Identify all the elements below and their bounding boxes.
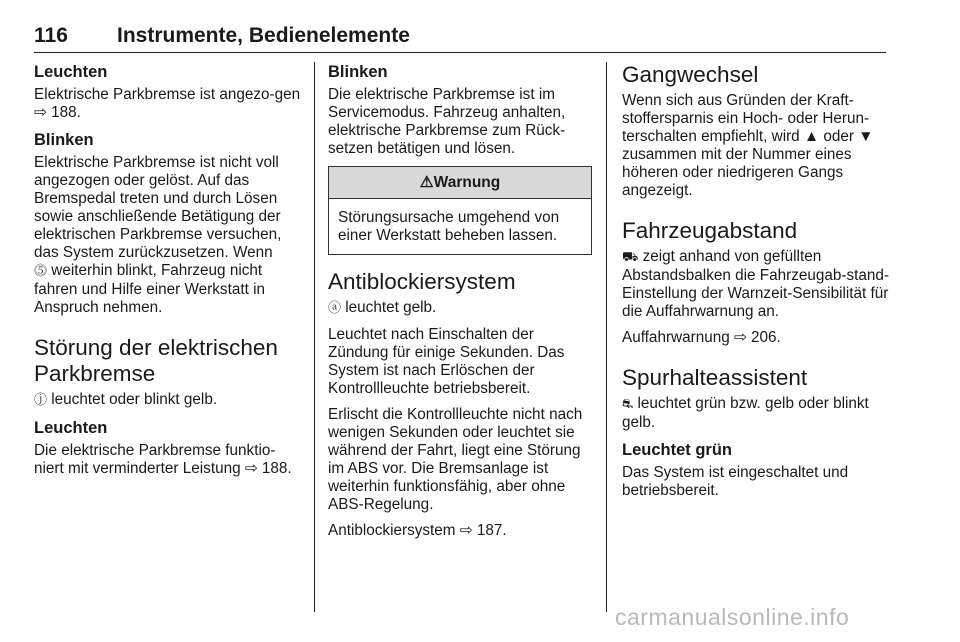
- lane-assist-icon: ⛐: [622, 397, 634, 412]
- page-header: [34, 24, 886, 53]
- paragraph-leuchtet-gruen: Das System ist eingeschaltet und betriebsbereit.: [622, 464, 849, 499]
- column-middle: [328, 62, 594, 548]
- heading-blinken-2: Blinken: [328, 63, 388, 81]
- heading-gangwechsel: Gangwechsel: [622, 62, 759, 87]
- paragraph-abs-2: Leuchtet nach Einschalten der Zündung für einige Sekunden. Das System ist nach Erlöschen der Kontrollleuchte betriebsbereit.: [328, 326, 565, 397]
- watermark-text: carmanualsonline.info: [615, 604, 850, 630]
- heading-fahrzeugabstand: Fahrzeugabstand: [622, 218, 798, 243]
- column-left: [34, 62, 304, 486]
- page-title: Instrumente, Bedienelemente: [117, 24, 410, 47]
- paragraph-blinken-2: Die elektrische Parkbremse ist im Servicemodus. Fahrzeug anhalten, elektrische Parkbremse zum Rück-setzen betätigen und lösen.: [328, 86, 566, 157]
- column-divider-1: [314, 62, 315, 612]
- paragraph-abs: ⓐ leuchtet gelb.: [328, 299, 437, 316]
- paragraph-leuchten: Elektrische Parkbremse ist angezo-gen ⇨ 188.: [34, 86, 301, 121]
- paragraph-abs-4: Antiblockiersystem ⇨ 187.: [328, 522, 507, 539]
- warning-title: ⚠Warnung: [329, 167, 591, 199]
- paragraph-abs-3: Erlischt die Kontrollleuchte nicht nach wenigen Sekunden oder leuchtet sie während der Fahrt, liegt eine Störung im ABS vor. Die Bremsanlage ist weiterhin funktionsfähig, aber ohne ABS-Regelung.: [328, 406, 583, 513]
- heading-leuchtet-gruen: Leuchtet grün: [622, 441, 732, 459]
- vehicle-distance-icon: ⛟: [622, 250, 639, 265]
- heading-leuchten-2: Leuchten: [34, 419, 108, 437]
- heading-spurhalteassistent: Spurhalteassistent: [622, 365, 808, 390]
- paragraph-auffahrwarnung: Auffahrwarnung ⇨ 206.: [622, 329, 781, 346]
- heading-leuchten: Leuchten: [34, 63, 108, 81]
- heading-abs: Antiblockiersystem: [328, 269, 516, 294]
- parking-brake-icon: ⓹: [34, 264, 48, 279]
- heading-blinken: Blinken: [34, 131, 94, 149]
- paragraph-gangwechsel: Wenn sich aus Gründen der Kraft-stoffersparnis ein Hoch- oder Herun-terschalten empfiehlt, wird ▲ oder ▼ zusammen mit der Nummer eines höheren oder niedrigeren Gangs angezeigt.: [622, 92, 874, 199]
- warning-box: [328, 166, 592, 255]
- heading-stoerung: Störung der elektrischen Parkbremse: [34, 335, 278, 386]
- parking-brake-fault-icon: ⓙ: [34, 393, 48, 408]
- paragraph-leuchten-2: Die elektrische Parkbremse funktio-niert mit verminderter Leistung ⇨ 188.: [34, 442, 292, 477]
- paragraph-blinken: Elektrische Parkbremse ist nicht voll angezogen oder gelöst. Auf das Bremspedal treten und durch Lösen sowie anschließende Betätigung der elektrischen Parkbremse versuchen, das System zurückzusetzen. Wenn ⓹ weiterhin blinkt, Fahrzeug nicht fahren und Hilfe einer Werkstatt in Anspruch nehmen.: [34, 154, 282, 316]
- paragraph-stoerung: ⓙ leuchtet oder blinkt gelb.: [34, 391, 218, 408]
- paragraph-fahrzeugabstand: ⛟ zeigt anhand von gefüllten Abstandsbalken die Fahrzeugab-stand-Einstellung der Warnzeit-Sensibilität für die Auffahrwarnung an.: [622, 248, 890, 320]
- abs-icon: ⓐ: [328, 301, 342, 316]
- column-right: [622, 62, 892, 508]
- warning-text: Störungsursache umgehend von einer Werkstatt beheben lassen.: [338, 209, 560, 244]
- page-number: 116: [34, 24, 68, 47]
- column-divider-2: [606, 62, 607, 612]
- paragraph-spurhalte: ⛐ leuchtet grün bzw. gelb oder blinkt gelb.: [622, 395, 869, 431]
